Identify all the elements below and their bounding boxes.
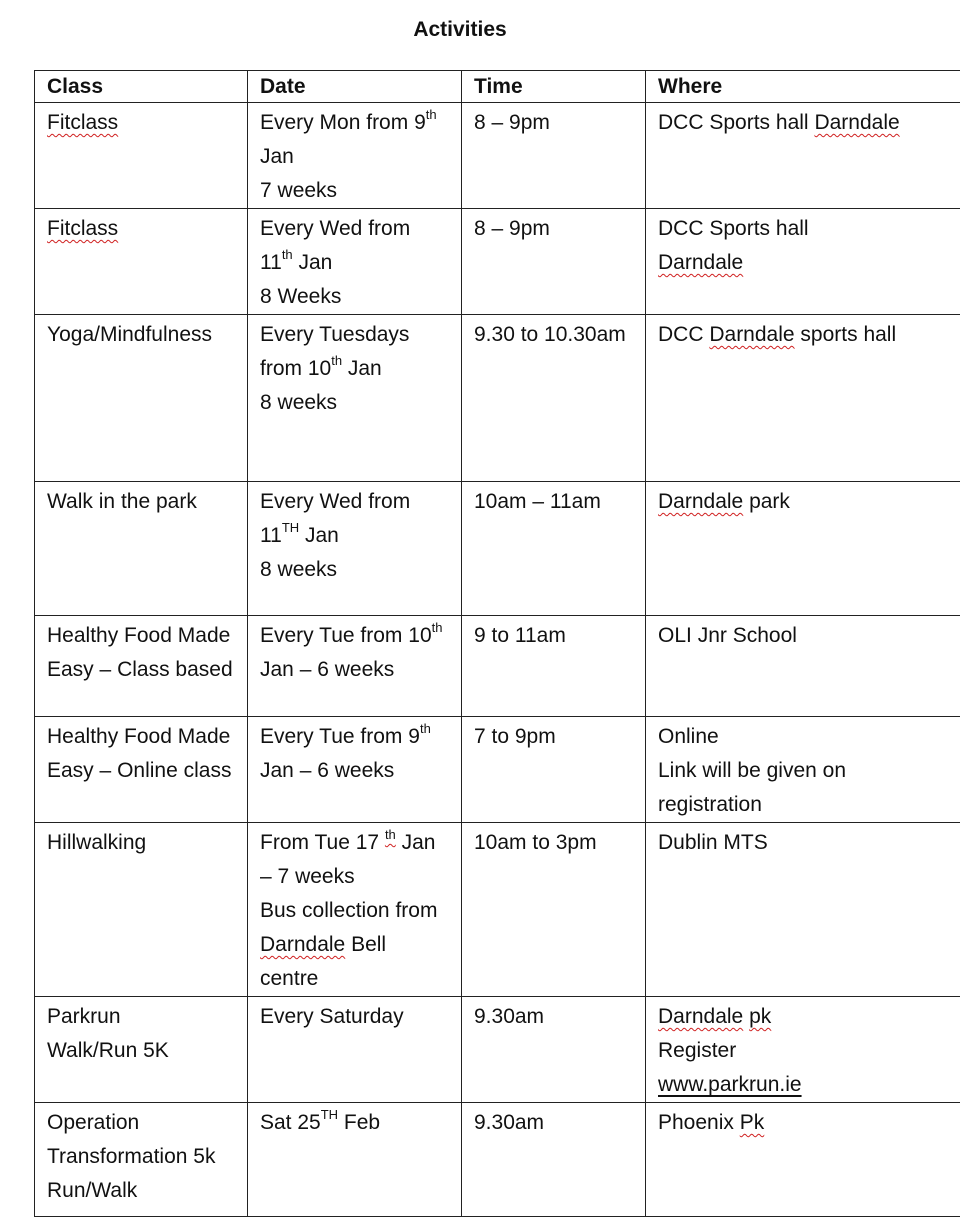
time-cell xyxy=(462,997,646,1103)
date-text: Every Wed from xyxy=(260,212,449,246)
time-cell xyxy=(462,209,646,315)
date-text: from 10th Jan xyxy=(260,352,449,386)
where-text: Darndale park xyxy=(658,485,960,519)
table-row xyxy=(35,482,960,616)
date-cell xyxy=(248,616,462,717)
class-cell xyxy=(35,315,248,482)
class-text: Healthy Food Made xyxy=(47,720,235,754)
class-text: Yoga/Mindfulness xyxy=(47,318,235,352)
where-text: DCC Sports hall Darndale xyxy=(658,106,960,140)
date-text: 8 weeks xyxy=(260,386,449,420)
date-text: Every Tue from 10th xyxy=(260,619,449,653)
class-text: Parkrun xyxy=(47,1000,235,1034)
date-text: centre xyxy=(260,962,449,996)
time-cell xyxy=(462,315,646,482)
where-text: Darndale pk xyxy=(658,1000,960,1034)
time-cell xyxy=(462,1103,646,1217)
date-text: Jan – 6 weeks xyxy=(260,754,449,788)
where-cell xyxy=(646,1103,960,1217)
time-text: 9.30am xyxy=(474,1106,633,1140)
date-text: From Tue 17 $^{th}$ Jan xyxy=(260,826,449,860)
table-row xyxy=(35,315,960,482)
date-text: 8 weeks xyxy=(260,553,449,587)
date-cell xyxy=(248,315,462,482)
time-cell xyxy=(462,823,646,997)
date-text: Jan xyxy=(260,140,449,174)
date-text: 7 weeks xyxy=(260,174,449,208)
date-cell xyxy=(248,103,462,209)
class-cell xyxy=(35,616,248,717)
date-text: Every Tue from 9th xyxy=(260,720,449,754)
date-text: Jan – 6 weeks xyxy=(260,653,449,687)
where-cell xyxy=(646,717,960,823)
where-text: Online xyxy=(658,720,960,754)
time-cell xyxy=(462,482,646,616)
date-cell xyxy=(248,482,462,616)
where-text: Register xyxy=(658,1034,960,1068)
class-text: Hillwalking xyxy=(47,826,235,860)
class-text: Easy – Class based xyxy=(47,653,235,687)
date-text: Every Saturday xyxy=(260,1000,449,1034)
table-row xyxy=(35,616,960,717)
time-cell xyxy=(462,717,646,823)
date-text: 11th Jan xyxy=(260,246,449,280)
parkrun-link[interactable]: www.parkrun.ie xyxy=(658,1068,960,1102)
header-row xyxy=(35,71,960,103)
table-row xyxy=(35,997,960,1103)
time-text: 8 – 9pm xyxy=(474,106,633,140)
date-cell xyxy=(248,823,462,997)
table-row xyxy=(35,1103,960,1217)
where-cell xyxy=(646,209,960,315)
class-text: Fitclass xyxy=(47,212,235,246)
time-text: 10am – 11am xyxy=(474,485,633,519)
where-cell xyxy=(646,315,960,482)
where-cell xyxy=(646,103,960,209)
date-text: 8 Weeks xyxy=(260,280,449,314)
class-cell xyxy=(35,1103,248,1217)
class-text: Transformation 5k xyxy=(47,1140,235,1174)
where-text: DCC Darndale sports hall xyxy=(658,318,960,352)
date-text: Every Tuesdays xyxy=(260,318,449,352)
date-text: Bus collection from xyxy=(260,894,449,928)
class-text: Fitclass xyxy=(47,106,235,140)
date-cell xyxy=(248,997,462,1103)
table-row xyxy=(35,209,960,315)
where-text: registration xyxy=(658,788,960,822)
time-text: 10am to 3pm xyxy=(474,826,633,860)
class-cell xyxy=(35,823,248,997)
column-header-time: Time xyxy=(462,71,646,103)
column-header-date: Date xyxy=(248,71,462,103)
where-text: Phoenix Pk xyxy=(658,1106,960,1140)
where-cell xyxy=(646,997,960,1103)
date-cell xyxy=(248,1103,462,1217)
date-text: Every Mon from 9th xyxy=(260,106,449,140)
where-text: Link will be given on xyxy=(658,754,960,788)
class-cell xyxy=(35,717,248,823)
table-row xyxy=(35,103,960,209)
time-text: 7 to 9pm xyxy=(474,720,633,754)
column-header-where: Where xyxy=(646,71,960,103)
where-text: Dublin MTS xyxy=(658,826,960,860)
class-cell xyxy=(35,103,248,209)
date-text: Darndale Bell xyxy=(260,928,449,962)
where-text: DCC Sports hall xyxy=(658,212,960,246)
time-text: 9.30am xyxy=(474,1000,633,1034)
page-title: Activities xyxy=(0,18,920,42)
class-cell xyxy=(35,209,248,315)
class-cell xyxy=(35,482,248,616)
time-cell xyxy=(462,616,646,717)
time-text: 9 to 11am xyxy=(474,619,633,653)
where-text: OLI Jnr School xyxy=(658,619,960,653)
time-text: 9.30 to 10.30am xyxy=(474,318,633,352)
class-text: Easy – Online class xyxy=(47,754,235,788)
date-cell xyxy=(248,717,462,823)
date-text: – 7 weeks xyxy=(260,860,449,894)
where-cell xyxy=(646,823,960,997)
date-text: Every Wed from xyxy=(260,485,449,519)
date-cell xyxy=(248,209,462,315)
column-header-class: Class xyxy=(35,71,248,103)
where-text: Darndale xyxy=(658,246,960,280)
class-text: Healthy Food Made xyxy=(47,619,235,653)
table-row xyxy=(35,717,960,823)
where-cell xyxy=(646,616,960,717)
where-cell xyxy=(646,482,960,616)
time-text: 8 – 9pm xyxy=(474,212,633,246)
table-row xyxy=(35,823,960,997)
class-text: Walk/Run 5K xyxy=(47,1034,235,1068)
activities-table xyxy=(34,70,960,1217)
class-text: Walk in the park xyxy=(47,485,235,519)
time-cell xyxy=(462,103,646,209)
date-text: 11TH Jan xyxy=(260,519,449,553)
class-text: Operation xyxy=(47,1106,235,1140)
class-cell xyxy=(35,997,248,1103)
class-text: Run/Walk xyxy=(47,1174,235,1208)
date-text: Sat 25TH Feb xyxy=(260,1106,449,1140)
